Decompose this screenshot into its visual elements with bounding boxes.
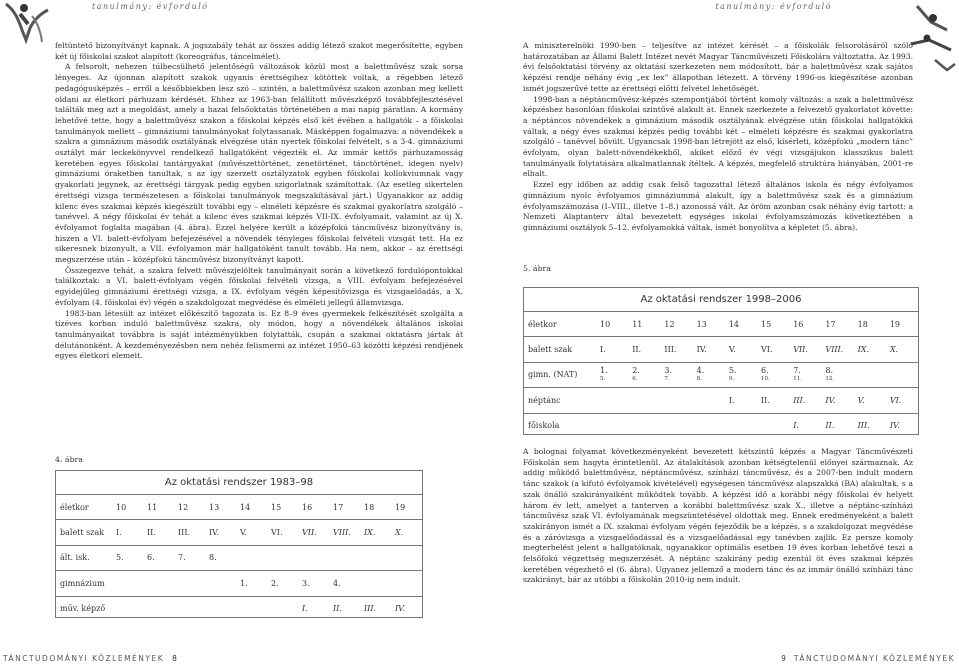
schedule-row [56, 571, 422, 596]
journal-footer [781, 654, 955, 663]
row-label: gimnázium [60, 578, 105, 588]
row-label: műv. képző [60, 604, 106, 614]
table-cell: 6. 10. [761, 365, 770, 382]
table-cell: I. [793, 421, 799, 431]
schedule-row [524, 363, 918, 388]
table-cell: 18 [364, 502, 375, 512]
table-cell: 17 [825, 319, 836, 329]
table-cell: 17 [333, 502, 344, 512]
paragraph: A felsorolt, nehezen túlbecsülhető jelentőségű változások közül most a balettművész szak sorsa lényeges. Az újonnan alapított szakok ugyanis érettségihez kötöttek voltak, a régebben létező pedagógusképzés – erről a későbbiekben lesz szó – szintén, a balettművész szakon azonban meg kellett oldani az életkori párhuzam kérdését. Ehhez az 1963-ban felállított művészképző továbbfejlesztésével találták meg azt a megoldást, amely a hazai felsőoktatás történetében a mai napig páratlan. A kormány lehetővé tette, hogy a balettművész szakon a főiskolai képzés első két évében a hallgatók – a főiskolai tanulmányok mellett – gimnáziumi tanulmányokat folytassanak. Másképpen fogalmazva: a növendékek a szakra a gimnázium második osztályának elvégzése után nyertek főiskolai felvételt, s a 3-4. gimnáziumi osztályt már leckekönyvvel rendelkező hallgatóként végezték el. Az immár kettős párhuzamosság keretében egyes főiskolai tantárgyakat (művészettörténet, zenetörténet, tánctörténet, idegen nyelv) gimnáziumi óraketben tanultak, s az így szerzett osztályzatok egyben főiskolai kollokviumnak vagy gyakorlati jegynek, az érettségi tárgyak pedig egyben szigorlatnak számítottak. (Az esetleg sikertelen érettségi vizsga természetesen a főiskolai tanulmányok megszakításával járt.) Ugyanakkor az addig kilenc éves szakmai képzés kiegészült további egy – elméleti képzésre és szakmai gyakorlatra szolgáló – tanévvel. A négy főiskolai év tehát a kilenc éves szakmai képzés VII-IX. évfolyamait, valamint az új X. évfolyamot foglalta magában (4. ábra). Ezzel helyére került a középfokú táncművész bizonyítvány is, hiszen a VI. balett-évfolyam befejezésével a növendék tényleges főiskolai felvételi vizsgát tett. Ha ez sikeresnek bizonyult, a VII. évfolyamon már hallgatóként tanult tovább. Ha nem, akkor – az érettségi megszerzése után – középfokú táncművész bizonyítványt kapott. [55, 62, 463, 265]
table-cell [205, 597, 236, 621]
table-cell [660, 414, 692, 438]
table-cell [757, 414, 789, 438]
table-cell: 10 [116, 502, 127, 512]
table-cell [112, 571, 143, 595]
journal-title: TÁNCTUDOMÁNYI KÖZLEMÉNYEK [3, 654, 165, 663]
table-cell [628, 388, 660, 412]
table-cell: 19 [395, 502, 406, 512]
table-cell: 7. 11. [793, 365, 802, 382]
row-label: balett szak [528, 345, 573, 355]
table-cell: IX. [364, 528, 376, 538]
article-body-bottom [523, 447, 913, 586]
journal-title: TÁNCTUDOMÁNYI KÖZLEMÉNYEK [793, 654, 955, 663]
table-cell [143, 571, 174, 595]
table-cell: II. [632, 345, 642, 355]
schedule-title: Az oktatási rendszer 1983–98 [56, 471, 422, 495]
row-label: életkor [528, 319, 557, 329]
schedule-row [56, 546, 422, 571]
table-cell: 5. [116, 553, 124, 563]
table-cell [298, 546, 329, 570]
table-cell: IV. [696, 345, 707, 355]
table-cell: 11 [632, 319, 643, 329]
table-cell: III. [857, 421, 870, 431]
paragraph: Összegezve tehát, a szakra felvett művészjelöltek tanulmányait során a következő fordulópontokkal találkoztak: a VI. balett-évfolyam végén főiskolai felvételi vizsga, a VIII. évfolyam befejezésével egyidejűleg gimnáziumi érettségi vizsga, a IX. évfolyam végén képesítővizsga és vizsgaelőadás, a X. évfolyam (4. főiskolai év) végén a szakdolgozat megvédése és elméleti jellegű államvizsga. [55, 265, 463, 307]
table-cell: 14 [728, 319, 739, 329]
table-cell: 4. 8. [696, 365, 705, 382]
schedule-row [524, 312, 918, 337]
table-cell: 10 [600, 319, 611, 329]
schedule-row [524, 337, 918, 362]
table-cell: III. [664, 345, 677, 355]
table-cell: 3. 7. [664, 365, 673, 382]
table-cell: 8. 12. [825, 365, 835, 382]
table-cell: 13 [696, 319, 707, 329]
page-number: 8 [172, 654, 177, 663]
right-page [480, 0, 959, 665]
schedule-title: Az oktatási rendszer 1998–2006 [524, 288, 918, 312]
table-cell [174, 571, 205, 595]
dancer-photo [907, 0, 959, 80]
table-cell: V. [728, 345, 736, 355]
figure-label: 5. ábra [523, 264, 551, 273]
page-number: 9 [781, 654, 786, 663]
table-cell: 1. [240, 578, 248, 588]
table-cell: 16 [302, 502, 313, 512]
table-cell: 15 [271, 502, 282, 512]
table-cell: I. [116, 528, 122, 538]
paragraph: A bolognai folyamat következményeként bevezetett kétszintű képzés a Magyar Táncművészeti Főiskolán sem hagyta érintetlenül. Az átalakítások azonban kétségtelenül előnyei származnak. Az addig működő balettművész, néptáncművész, színházi táncművész, és a 2007-ben indult modern tánc szakok (a kifutó évfolyamok kivételével) egységesen táncművész alapszakká (BA) alakultak, s a szak önálló szakirányaiként működtek tovább. A képzési idő a korábbi négy főiskolai év helyett három év lett, amelyet a tanterven a korábbi balettművész szak X., illetve a néptánc-színházi táncművész szak VI. évfolyamának megszüntetésével oldottak meg. Ennek eredményeként a balett szakirányon ismét a IX. szakmai évfolyam végén fejeződik be a képzés, s a szakdolgozat megvédése és a záróvizsga a vizsgaelőadással és a vizsgaelőadással egy tanévben zajlik. Ez persze komoly megterhelést jelent a hallgatóknak, ugyanakkor optimális esetben 19 éves korban lehetővé teszi a felsőfokú végzettség megszerzését. A néptánc szakirány pedig ezentúl öt éves szakmai képzés keretében végezhető el (6. ábra). Ugyanez jellemző a modern tánc és az immár önálló színházi tánc szakirányt, bár az utóbbi a főiskolán 2010-ig nem indult. [523, 447, 913, 585]
table-cell: III. [364, 604, 377, 614]
table-cell: X. [889, 345, 899, 355]
table-cell [143, 597, 174, 621]
table-cell: II. [147, 528, 156, 538]
running-header: tanulmány: évforduló [715, 2, 832, 11]
table-cell: VII. [302, 528, 317, 538]
table-cell [391, 546, 422, 570]
table-cell: 7. [178, 553, 186, 563]
table-cell: 16 [793, 319, 804, 329]
table-cell: I. [728, 395, 735, 405]
table-cell: 3. [302, 578, 310, 588]
row-label: balett szak [60, 528, 105, 538]
table-cell: 6. [147, 553, 155, 563]
table-cell: VI. [889, 395, 902, 405]
schedule-row [524, 414, 918, 438]
table-cell [267, 546, 298, 570]
table-cell [693, 388, 725, 412]
table-cell [205, 571, 236, 595]
table-cell: II. [825, 421, 835, 431]
table-cell: V. [240, 528, 247, 538]
table-cell [174, 597, 205, 621]
table-cell [725, 414, 757, 438]
schedule-row [524, 388, 918, 413]
paragraph: feltüntető bizonyítványt kapnak. A jogszabály tehát az összes addig létező szakot megerősítette, egyben két új főiskolai szakot alapított (koreográfus, táncelmélet). [55, 41, 463, 61]
schedule-table-1983-98 [55, 470, 423, 618]
table-cell: 12 [178, 502, 189, 512]
table-cell: I. [600, 345, 606, 355]
table-cell [886, 363, 918, 387]
table-cell: IV. [209, 528, 220, 538]
table-cell [112, 597, 143, 621]
table-cell: 11 [147, 502, 158, 512]
table-cell [596, 414, 628, 438]
table-cell [596, 388, 628, 412]
schedule-row [56, 520, 422, 545]
table-cell: 14 [240, 502, 251, 512]
table-cell: III. [793, 395, 806, 405]
table-cell: V. [857, 395, 865, 405]
table-cell [628, 414, 660, 438]
table-cell [660, 388, 692, 412]
table-cell: III. [178, 528, 191, 538]
schedule-row [56, 495, 422, 520]
running-header: tanulmány: évforduló [92, 2, 209, 11]
row-label: főiskola [528, 421, 560, 431]
table-cell: 19 [889, 319, 901, 329]
table-cell [360, 571, 391, 595]
table-cell: IV. [825, 395, 836, 405]
row-label: életkor [60, 502, 89, 512]
table-cell [360, 546, 391, 570]
table-cell [236, 546, 267, 570]
figure-label: 4. ábra [55, 455, 83, 464]
table-cell: 15 [761, 319, 772, 329]
paragraph: 1983-ban létesült az intézet előkészítő tagozata is. Ez 8–9 éves gyermekek felkészítését szolgálta a tízéves korban induló balettművész szakra, oly módon, hogy a növendékek általános iskolai tanulmányaikat továbbra is saját intézményükben folytatták, csupán a szakmai oktatásra jártak át délutánonként. A kezdeményezésben nem nehéz felismerni az intézet 1950–63 közötti képzési rendjének egyes életkori elemeit. [55, 308, 463, 361]
table-cell: VI. [761, 345, 773, 355]
table-cell: 18 [857, 319, 868, 329]
table-cell: II. [761, 395, 770, 405]
table-cell [267, 597, 298, 621]
row-label: ált. isk. [60, 553, 90, 563]
table-cell: 1. 5. [600, 365, 608, 382]
table-cell: VIII. [333, 528, 351, 538]
table-cell: VI. [271, 528, 283, 538]
dancer-photo-2 [30, 14, 54, 44]
table-cell: 5. 9. [728, 365, 737, 382]
row-label: gimn. (NAT) [528, 370, 578, 380]
table-cell: IV. [395, 604, 406, 614]
table-cell [329, 546, 360, 570]
table-cell: VII. [793, 345, 808, 355]
table-cell: 2. 6. [632, 365, 640, 382]
table-cell: I. [302, 604, 308, 614]
schedule-table-1998-2006 [523, 287, 919, 435]
schedule-row [56, 597, 422, 621]
paragraph: Ezzel egy időben az addig csak felső tagozattal létező általános iskola és négy évfolyamos gimnázium nyolc évfolyamos gimnáziummá alakult, így a balettművész szak és a gimnázium évfolyamszámozása (I–VIII., illetve 1–8.) azonossá vált. Az öröm azonban csak néhány évig tartott: a Nemzeti Alaptanterv által bevezetett egységes iskolai évfolyamszámozás következtében a gimnáziumi osztályok 5–12. évfolyamokká váltak, ismét bonyolítva a képletet (5. ábra). [523, 180, 913, 232]
journal-footer [3, 654, 177, 663]
table-cell: 8. [209, 553, 217, 563]
row-label: néptánc [528, 395, 561, 405]
table-cell [693, 414, 725, 438]
table-cell [854, 363, 886, 387]
article-body-top [523, 41, 913, 234]
table-cell: VIII. [825, 345, 844, 355]
table-cell: 12 [664, 319, 675, 329]
paragraph: 1998-ban a néptáncművész-képzés szempontjából történt komoly változás: a szak a balettművész képzéshez hasonlóan főiskolai szintűvé alakult át. Ennek szerkezete a felvezető gyakorlatot követte: a néptáncos növendékek a gimnázium második osztályának elvégzése után főiskolai hallgatókká váltak, a négy éves szakmai képzés pedig további két – elméleti képzésre és szakmai gyakorlatra szolgáló – tanévvel bővült. Ugyancsak 1998-ban létrejött az első, kísérleti, középfokú „modern tánc” évfolyam, olyan balett-növendékekből, akiket előző év végi vizsgájukon klasszikus balett tanulmányaik folytatására alkalmatlannak ítéltek. A képzés, megfelelő struktúra hiányában, 2001-re elhalt. [523, 94, 913, 179]
table-cell: IX. [857, 345, 870, 355]
table-cell: IV. [889, 421, 900, 431]
table-cell: 4. [333, 578, 341, 588]
table-cell [391, 571, 422, 595]
table-cell: 13 [209, 502, 220, 512]
paragraph: A miniszterelnöki 1990-ben – teljesítve az intézet kérését – a főiskolák felsorolásáról szóló határozatában az Állami Balett Intézet nevét Magyar Táncművészeti Főiskolára változtatta. Az 1993. évi felsőoktatási törvény az oktatási szerkezeten nem módosított, bár a balettművész szak sajátos képzési rendje néhány évig „ex lex” állapotban létezett. A törvény 1996-os kiegészítése azonban ismét jogszerűvé tette az érettségi előtti felvétel lehetőségét. [523, 41, 913, 93]
article-body [55, 41, 463, 362]
table-cell [236, 597, 267, 621]
table-cell: X. [395, 528, 404, 538]
table-cell: 2. [271, 578, 279, 588]
table-cell: II. [333, 604, 342, 614]
